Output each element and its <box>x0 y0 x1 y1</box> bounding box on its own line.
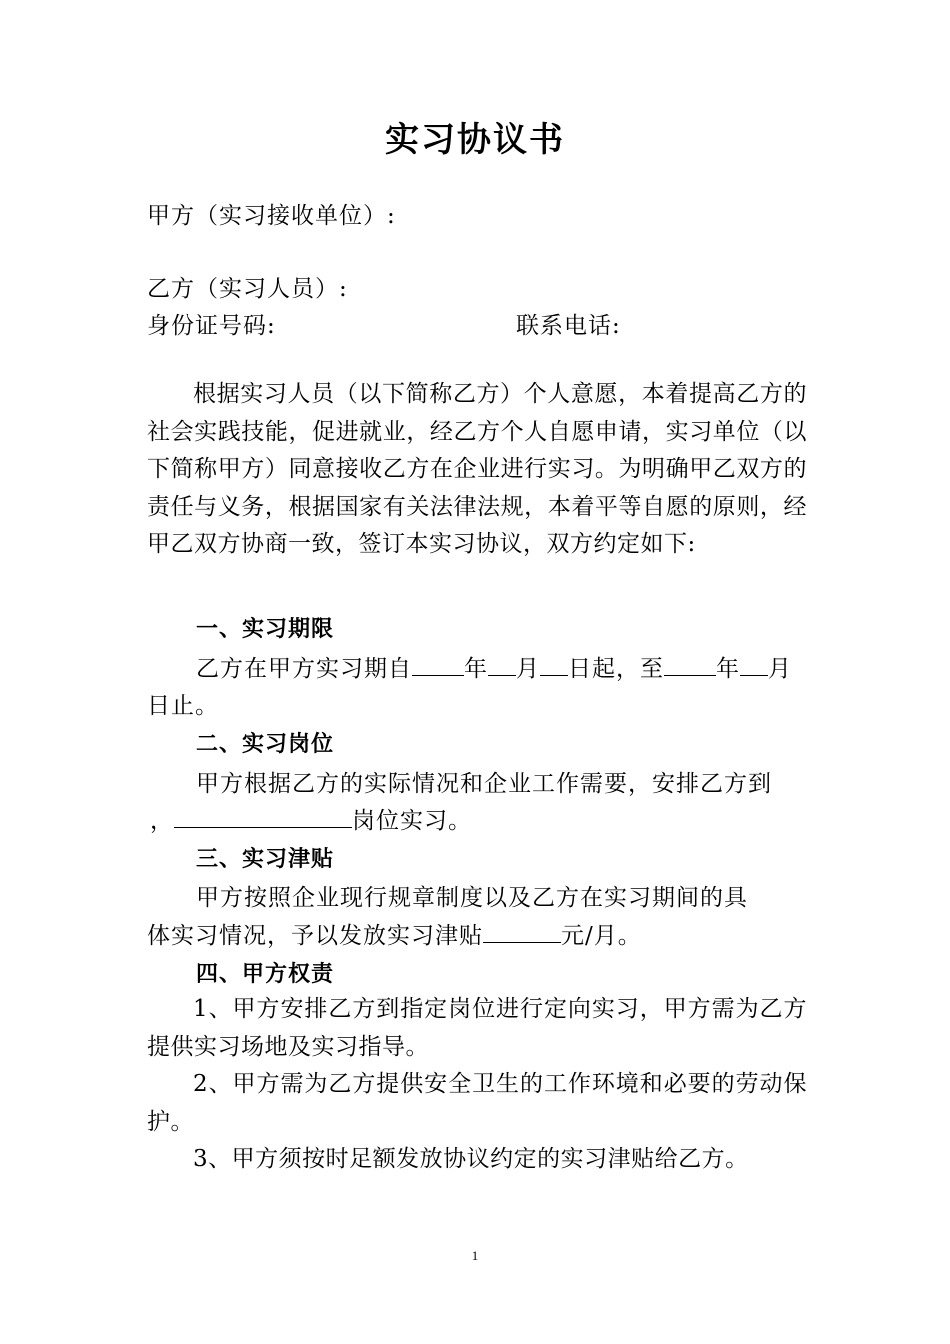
term-month-label-2: 月 <box>768 656 792 682</box>
term-line-1 <box>196 650 792 683</box>
position-line-2 <box>150 802 472 835</box>
section-term-heading: 一、实习期限 <box>196 617 335 642</box>
section-position-heading: 二、实习岗位 <box>196 732 335 757</box>
position-line-1: 甲方根据乙方的实际情况和企业工作需要，安排乙方到 <box>196 771 772 797</box>
allowance-line-1: 甲方按照企业现行规章制度以及乙方在实习期间的具 <box>196 885 748 911</box>
allowance-prefix: 体实习情况，予以发放实习津贴 <box>147 923 483 949</box>
allowance-line-2 <box>147 917 642 950</box>
document-title: 实习协议书 <box>385 120 565 160</box>
term-year-label-2: 年 <box>716 656 740 682</box>
term-text-start: 乙方在甲方实习期自 <box>196 656 412 682</box>
party-b-label: 乙方（实习人员）: <box>147 276 348 302</box>
term-line-2: 日止。 <box>147 693 219 719</box>
position-blank <box>174 807 352 828</box>
allowance-suffix: 元/月。 <box>561 923 642 949</box>
position-suffix: 岗位实习。 <box>352 808 472 834</box>
id-number-label: 身份证号码: <box>147 313 276 339</box>
end-month-blank <box>740 655 768 676</box>
party-a-rights-item-1: 1、甲方安排乙方到指定岗位进行定向实习，甲方需为乙方提供实习场地及实习指导。 <box>147 996 807 1060</box>
term-year-label: 年 <box>464 656 488 682</box>
allowance-amount-blank <box>483 922 561 943</box>
party-a-label: 甲方（实习接收单位）: <box>147 203 396 229</box>
start-month-blank <box>488 655 516 676</box>
party-a-rights-item-2: 2、甲方需为乙方提供安全卫生的工作环境和必要的劳动保护。 <box>147 1071 807 1135</box>
end-year-blank <box>664 655 716 676</box>
section-allowance-heading: 三、实习津贴 <box>196 847 335 872</box>
section-party-a-rights-heading: 四、甲方权责 <box>196 962 335 987</box>
start-year-blank <box>412 655 464 676</box>
intro-paragraph: 根据实习人员（以下简称乙方）个人意愿，本着提高乙方的社会实践技能，促进就业，经乙方个人自愿申请，实习单位（以下简称甲方）同意接收乙方在企业进行实习。为明确甲乙双方的责任与义务，根据国家有关法律法规，本着平等自愿的原则，经甲乙双方协商一致，签订本实习协议，双方约定如下: <box>147 381 807 557</box>
phone-label: 联系电话: <box>516 313 621 339</box>
page-number: 1 <box>471 1248 479 1263</box>
start-day-blank <box>540 655 568 676</box>
party-a-rights-item-3: 3、甲方须按时足额发放协议约定的实习津贴给乙方。 <box>193 1146 749 1172</box>
term-month-label: 月 <box>516 656 540 682</box>
term-day-start-text: 日起，至 <box>568 656 664 682</box>
position-comma: ， <box>150 808 174 834</box>
